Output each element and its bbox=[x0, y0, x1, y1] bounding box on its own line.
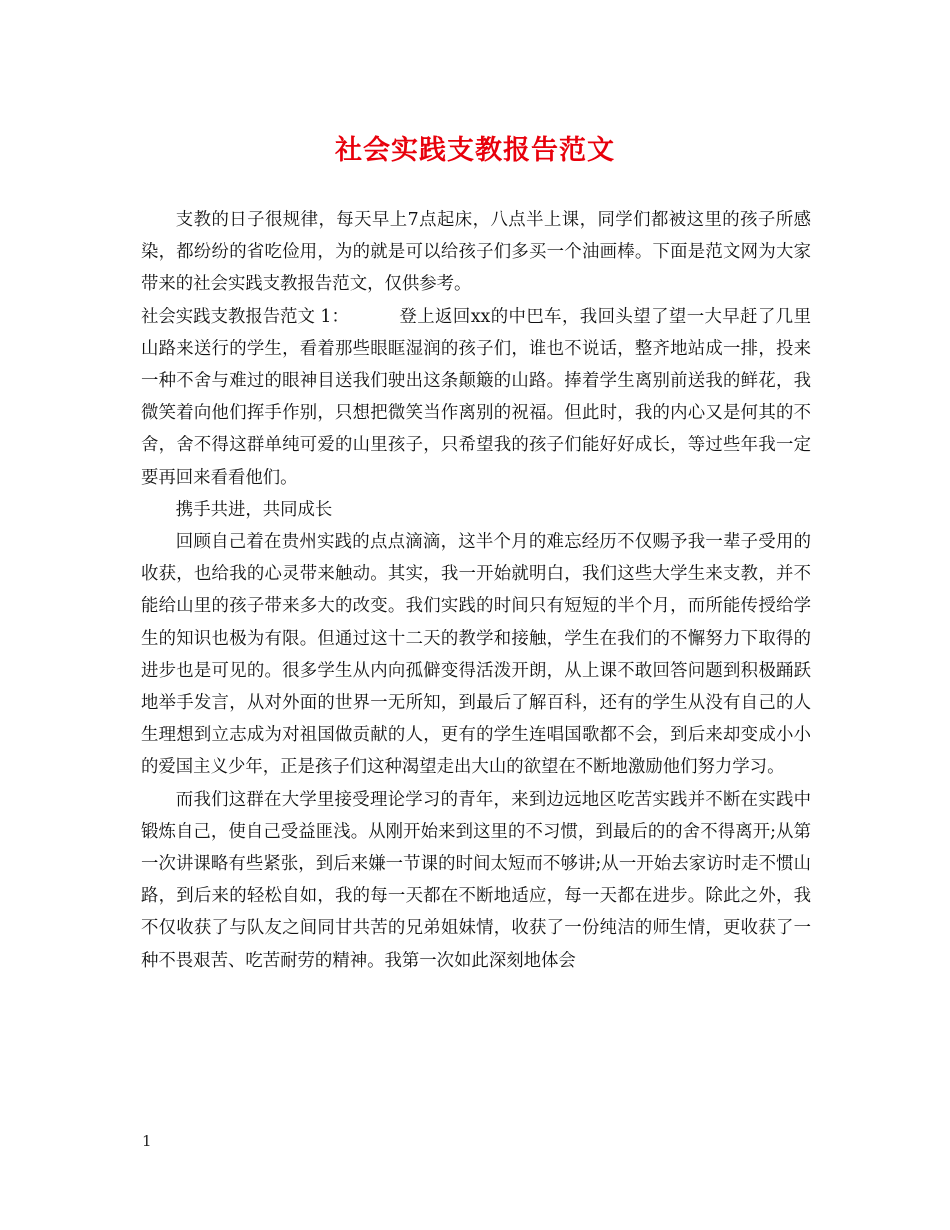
intro-paragraph: 支教的日子很规律，每天早上7点起床，八点半上课，同学们都被这里的孩子所感染，都纷纷的省吃俭用，为的就是可以给孩子们多买一个油画棒。下面是范文网为大家带来的社会实践支教报告范文，仅供参考。 bbox=[141, 210, 811, 295]
page-number: 1 bbox=[142, 1132, 152, 1150]
body-paragraph: 回顾自己着在贵州实践的点点滴滴，这半个月的难忘经历不仅赐予我一辈子受用的收获，也给我的心灵带来触动。其实，我一开始就明白，我们这些大学生来支教，并不能给山里的孩子带来多大的改变。我们实践的时间只有短短的半个月，而所能传授给学生的知识也极为有限。但通过这十二天的教学和接触，学生在我们的不懈努力下取得的进步也是可见的。很多学生从内向孤僻变得活泼开朗，从上课不敢回答问题到积极踊跃地举手发言，从对外面的世界一无所知，到最后了解百科，还有的学生从没有自己的人生理想到立志成为对祖国做贡献的人，更有的学生连唱国歌都不会，到后来却变成小小的爱国主义少年，正是孩子们这种渴望走出大山的欲望在不断地激励他们努力学习。 bbox=[141, 532, 811, 778]
section-paragraph-text: 登上返回xx的中巴车，我回头望了望一大早赶了几里山路来送行的学生，看着那些眼眶湿润的孩子们，谁也不说话，整齐地站成一排，投来一种不舍与难过的眼神目送我们驶出这条颠簸的山路。捧着学生离别前送我的鲜花，我微笑着向他们挥手作别，只想把微笑当作离别的祝福。但此时，我的内心又是何其的不舍，舍不得这群单纯可爱的山里孩子，只希望我的孩子们能好好成长，等过些年我一定要再回来看看他们。 bbox=[141, 306, 811, 488]
section-label: 社会实践支教报告范文 1： bbox=[141, 306, 349, 327]
body-paragraph: 而我们这群在大学里接受理论学习的青年，来到边远地区吃苦实践并不断在实践中锻炼自己，使自己受益匪浅。从刚开始来到这里的不习惯，到最后的的舍不得离开;从第一次讲课略有些紧张，到后来嫌一节课的时间太短而不够讲;从一开始去家访时走不惯山路，到后来的轻松自如，我的每一天都在不断地适应，每一天都在进步。除此之外，我不仅收获了与队友之间同甘共苦的兄弟姐妹情，收获了一份纯洁的师生情，更收获了一种不畏艰苦、吃苦耐劳的精神。我第一次如此深刻地体会 bbox=[141, 789, 811, 971]
section-paragraph bbox=[141, 301, 811, 494]
subheading: 携手共进，共同成长 bbox=[175, 499, 333, 520]
document-body bbox=[141, 204, 811, 977]
document-title: 社会实践支教报告范文 bbox=[335, 135, 615, 166]
